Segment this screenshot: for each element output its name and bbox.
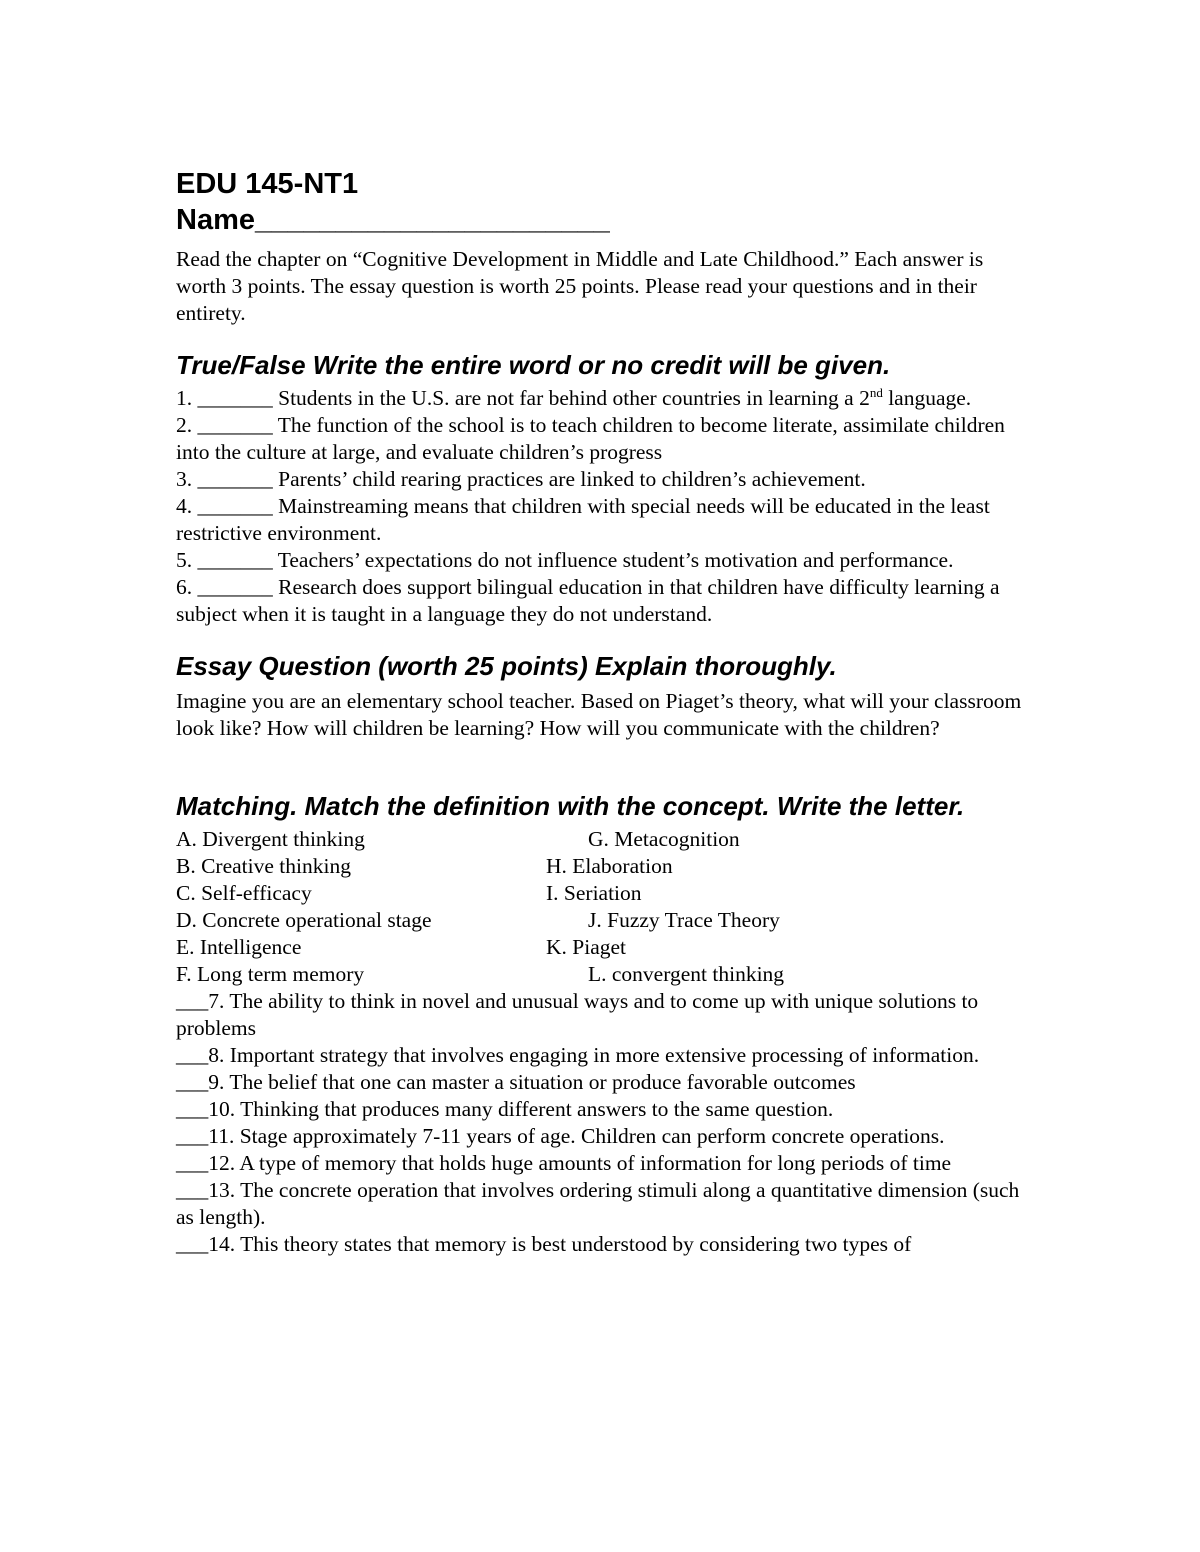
matching-item: ___7. The ability to think in novel and unusual ways and to come up with unique solutions to problems [176, 989, 979, 1040]
true-false-item: 4. _______ Mainstreaming means that children with special needs will be educated in the least restrictive environment. [176, 494, 990, 545]
matching-option: J. Fuzzy Trace Theory [588, 908, 780, 932]
matching-item: ___11. Stage approximately 7-11 years of age. Children can perform concrete operations. [176, 1124, 945, 1148]
matching-option: B. Creative thinking [176, 854, 351, 878]
matching-option: E. Intelligence [176, 935, 302, 959]
essay-heading: Essay Question (worth 25 points) Explain thoroughly. [176, 651, 837, 681]
true-false-item: 6. _______ Research does support bilingual education in that children have difficulty learning a subject when it is taught in a language they do not understand. [176, 575, 1000, 626]
essay-question: Imagine you are an elementary school teacher. Based on Piaget’s theory, what will your classroom look like? How will children be learning? How will you communicate with the children? [176, 689, 1022, 740]
matching-option: K. Piaget [546, 935, 627, 959]
instructions-paragraph: Read the chapter on “Cognitive Development in Middle and Late Childhood.” Each answer is worth 3 points. The essay question is worth 25 points. Please read your questions and in their entirety. [176, 247, 984, 325]
matching-option: G. Metacognition [588, 827, 740, 851]
matching-option: C. Self-efficacy [176, 881, 312, 905]
name-field-label: Name______________________ [176, 204, 610, 236]
true-false-item: 5. _______ Teachers’ expectations do not influence student’s motivation and performance. [176, 548, 954, 572]
matching-option: I. Seriation [546, 881, 642, 905]
true-false-item: 1. _______ Students in the U.S. are not far behind other countries in learning a 2nd language. [176, 384, 972, 410]
matching-option: H. Elaboration [546, 854, 673, 878]
matching-item: ___14. This theory states that memory is best understood by considering two types of [176, 1232, 912, 1256]
course-title: EDU 145-NT1 [176, 168, 359, 200]
true-false-item: 3. _______ Parents’ child rearing practices are linked to children’s achievement. [176, 467, 866, 491]
matching-option: F. Long term memory [176, 962, 365, 986]
true-false-heading: True/False Write the entire word or no credit will be given. [176, 350, 891, 380]
matching-item: ___13. The concrete operation that involves ordering stimuli along a quantitative dimension (such as length). [176, 1178, 1020, 1229]
matching-option: A. Divergent thinking [176, 827, 365, 851]
true-false-list [176, 385, 1036, 628]
matching-heading: Matching. Match the definition with the concept. Write the letter. [176, 791, 965, 821]
matching-options [176, 826, 1036, 988]
matching-item: ___10. Thinking that produces many different answers to the same question. [176, 1097, 834, 1121]
matching-option: D. Concrete operational stage [176, 908, 432, 932]
matching-item: ___12. A type of memory that holds huge amounts of information for long periods of time [176, 1151, 952, 1175]
matching-items [176, 988, 1036, 1258]
matching-item: ___9. The belief that one can master a situation or produce favorable outcomes [176, 1070, 856, 1094]
true-false-item: 2. _______ The function of the school is to teach children to become literate, assimilate children into the culture at large, and evaluate children’s progress [176, 413, 1005, 464]
document-content [176, 166, 1036, 1258]
matching-option: L. convergent thinking [588, 962, 785, 986]
matching-item: ___8. Important strategy that involves engaging in more extensive processing of information. [176, 1043, 980, 1067]
